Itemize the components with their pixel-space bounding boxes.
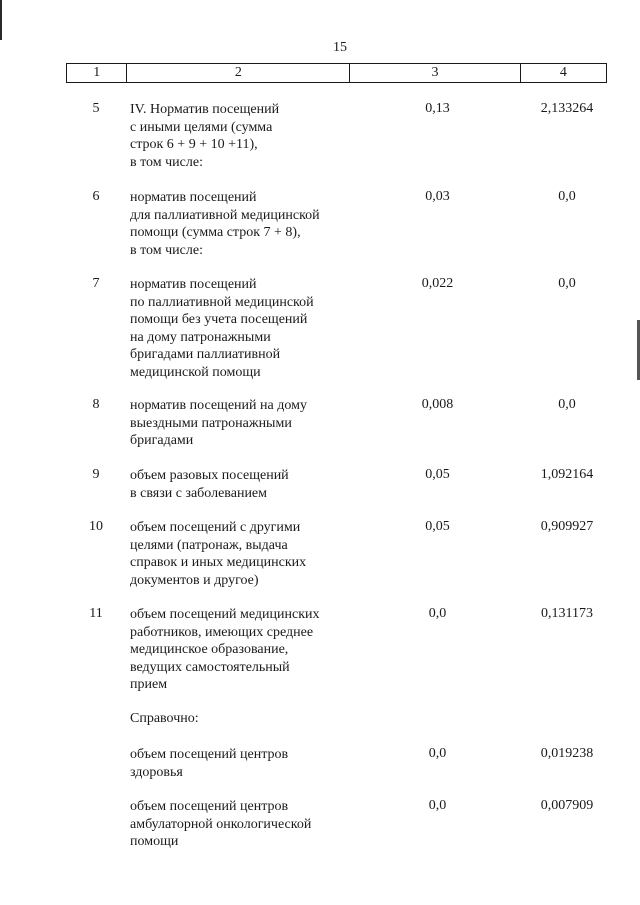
description-line: по паллиативной медицинской (130, 294, 314, 310)
description-line: IV. Норматив посещений (130, 102, 280, 117)
description-line: медицинской помощи (130, 364, 261, 380)
column-header-3: 3 (350, 64, 520, 83)
description-line: объем посещений центров (130, 747, 289, 762)
value-col3: 0,03 (425, 189, 450, 204)
row-number: 7 (92, 276, 100, 291)
description-line: ведущих самостоятельный (130, 659, 290, 675)
description-line: строк 6 + 9 + 10 +11), (130, 137, 258, 152)
row-description (130, 519, 370, 589)
value-col3: 0,0 (428, 606, 447, 621)
description-line: документов и другое) (130, 572, 259, 588)
row-number: 8 (92, 397, 100, 412)
description-line: норматив посещений (130, 190, 257, 205)
column-header-table (66, 63, 607, 83)
value-col4: 0,0 (558, 397, 576, 412)
column-header-4: 4 (520, 64, 606, 83)
description-line: целями (патронаж, выдача (130, 537, 288, 553)
description-line: с иными целями (сумма (130, 119, 273, 135)
description-line: помощи (сумма строк 7 + 8), (130, 225, 301, 240)
description-line: амбулаторной онкологической (130, 816, 312, 832)
description-line: здоровья (130, 764, 183, 780)
value-col4: 0,019238 (540, 746, 594, 761)
description-line: норматив посещений (130, 277, 257, 292)
value-col3: 0,008 (421, 397, 454, 412)
value-col4: 2,133264 (540, 101, 594, 116)
description-line: в том числе: (130, 242, 203, 258)
description-line: работников, имеющих среднее (130, 624, 314, 640)
row-description (130, 746, 370, 781)
value-col4: 0,909927 (540, 519, 594, 534)
column-header-row (67, 64, 607, 83)
description-line: прием (130, 677, 168, 692)
reference-label (130, 710, 370, 728)
description-line: в связи с заболеванием (130, 485, 268, 501)
value-col3: 0,022 (421, 276, 454, 291)
value-col4: 0,007909 (540, 798, 594, 813)
row-number: 11 (89, 606, 103, 621)
description-line: объем посещений с другими (130, 520, 301, 535)
description-line: на дому патронажными (130, 329, 271, 345)
description-line: объем посещений медицинских (130, 607, 320, 622)
description-line: в том числе: (130, 154, 203, 170)
description-line: объем разовых посещений (130, 468, 289, 483)
row-description (130, 467, 370, 502)
row-number: 5 (92, 101, 100, 116)
row-description (130, 101, 370, 171)
description-line: выездными патронажными (130, 415, 292, 431)
description-line: медицинское образование, (130, 642, 289, 657)
page-number: 15 (333, 40, 347, 55)
description-line: помощи без учета посещений (130, 312, 308, 327)
column-header-2: 2 (127, 64, 350, 83)
value-col4: 1,092164 (540, 467, 594, 482)
row-number: 9 (92, 467, 100, 482)
row-number: 10 (89, 519, 103, 534)
row-description (130, 606, 370, 694)
value-col3: 0,05 (425, 467, 450, 482)
row-description (130, 189, 370, 259)
value-col3: 0,0 (428, 746, 447, 761)
value-col3: 0,13 (425, 101, 450, 116)
description-line: помощи (130, 834, 179, 849)
value-col4: 0,131173 (541, 606, 593, 621)
row-description (130, 276, 370, 381)
row-description (130, 397, 370, 450)
column-header-1: 1 (67, 64, 127, 83)
description-line: норматив посещений на дому (130, 398, 307, 413)
description-line: бригадами паллиативной (130, 347, 281, 362)
description-line: для паллиативной медицинской (130, 207, 320, 223)
description-line: объем посещений центров (130, 799, 289, 814)
description-line: Справочно: (130, 711, 199, 726)
row-description (130, 798, 370, 851)
row-number: 6 (92, 189, 100, 204)
description-line: бригадами (130, 433, 194, 448)
value-col3: 0,05 (425, 519, 450, 534)
value-col4: 0,0 (558, 276, 576, 291)
scan-edge-mark (0, 0, 2, 40)
value-col3: 0,0 (428, 798, 447, 813)
description-line: справок и иных медицинских (130, 555, 307, 570)
value-col4: 0,0 (558, 189, 576, 204)
